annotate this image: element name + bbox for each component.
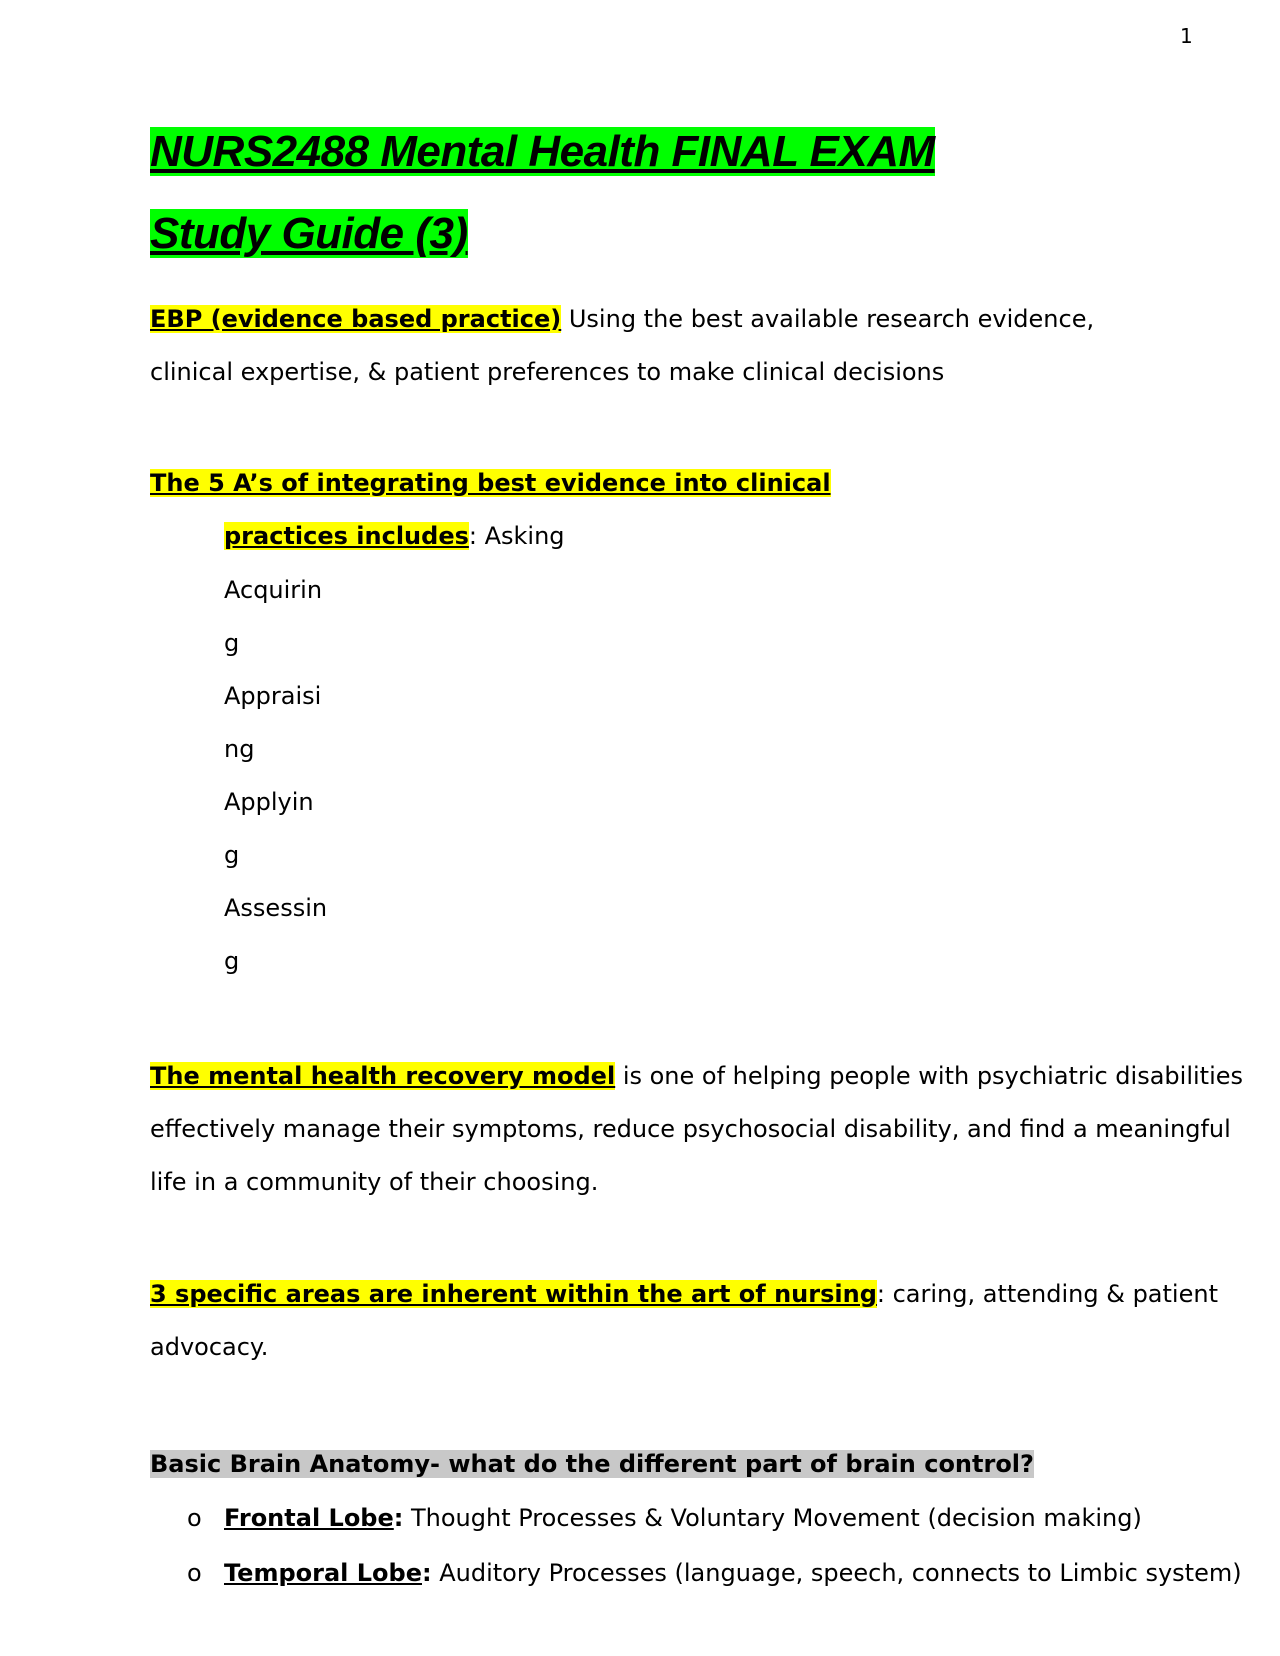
brain-part-colon: :	[422, 1559, 432, 1587]
five-as-term-line-2: practices includes	[224, 522, 469, 550]
brain-part-description: Thought Processes & Voluntary Movement (decision making)	[403, 1504, 1142, 1532]
five-as-item: ng	[224, 735, 255, 763]
page-number: 1	[1180, 24, 1193, 48]
brain-part-colon: :	[393, 1504, 404, 1532]
five-as-heading-line-1	[150, 466, 831, 500]
five-as-asking: : Asking	[468, 522, 565, 550]
title-line-1-text: NURS2488 Mental Health FINAL EXAM	[150, 127, 935, 176]
ebp-term: EBP (evidence based practice)	[150, 305, 562, 333]
brain-part-description: Auditory Processes (language, speech, connects to Limbic system)	[431, 1559, 1242, 1587]
art-of-nursing-line-1	[150, 1277, 1218, 1311]
five-as-item: Applyin	[224, 788, 314, 816]
brain-list-item	[187, 1501, 1142, 1535]
art-of-nursing-term: 3 specific areas are inherent within the art of nursing	[150, 1280, 877, 1308]
art-of-nursing-text-1: : caring, attending & patient	[876, 1280, 1218, 1308]
ebp-text-2: clinical expertise, & patient preferences to make clinical decisions	[150, 358, 945, 386]
five-as-heading-line-2	[224, 519, 565, 553]
brain-part-term: Frontal Lobe	[224, 1504, 394, 1532]
recovery-paragraph-line-2: effectively manage their symptoms, reduce psychosocial disability, and find a meaningful	[150, 1115, 1231, 1143]
document-title-line-2	[150, 206, 468, 262]
ebp-paragraph-line-1	[150, 302, 1094, 336]
ebp-text-1: Using the best available research evidence,	[561, 305, 1095, 333]
brain-anatomy-heading	[150, 1447, 1034, 1481]
five-as-item: g	[224, 947, 240, 975]
five-as-item: Acquirin	[224, 576, 323, 604]
brain-heading-text: Basic Brain Anatomy- what do the different part of brain control?	[150, 1450, 1034, 1478]
recovery-term: The mental health recovery model	[150, 1062, 616, 1090]
five-as-item: g	[224, 841, 240, 869]
five-as-item: g	[224, 629, 240, 657]
five-as-term-line-1: The 5 A’s of integrating best evidence into clinical	[150, 469, 831, 497]
document-title-line-1	[150, 124, 935, 180]
title-line-2-text: Study Guide (3)	[150, 209, 468, 258]
brain-list-item	[187, 1556, 1242, 1590]
recovery-paragraph-line-3: life in a community of their choosing.	[150, 1168, 599, 1196]
recovery-paragraph-line-1	[150, 1059, 1243, 1093]
ebp-paragraph-line-2	[150, 355, 944, 389]
recovery-text-1: is one of helping people with psychiatric disabilities	[615, 1062, 1244, 1090]
five-as-item: Appraisi	[224, 682, 322, 710]
bullet-icon: o	[187, 1504, 202, 1532]
bullet-icon: o	[187, 1559, 202, 1587]
art-of-nursing-line-2: advocacy.	[150, 1333, 269, 1361]
five-as-item: Assessin	[224, 894, 328, 922]
brain-part-term: Temporal Lobe	[224, 1559, 422, 1587]
